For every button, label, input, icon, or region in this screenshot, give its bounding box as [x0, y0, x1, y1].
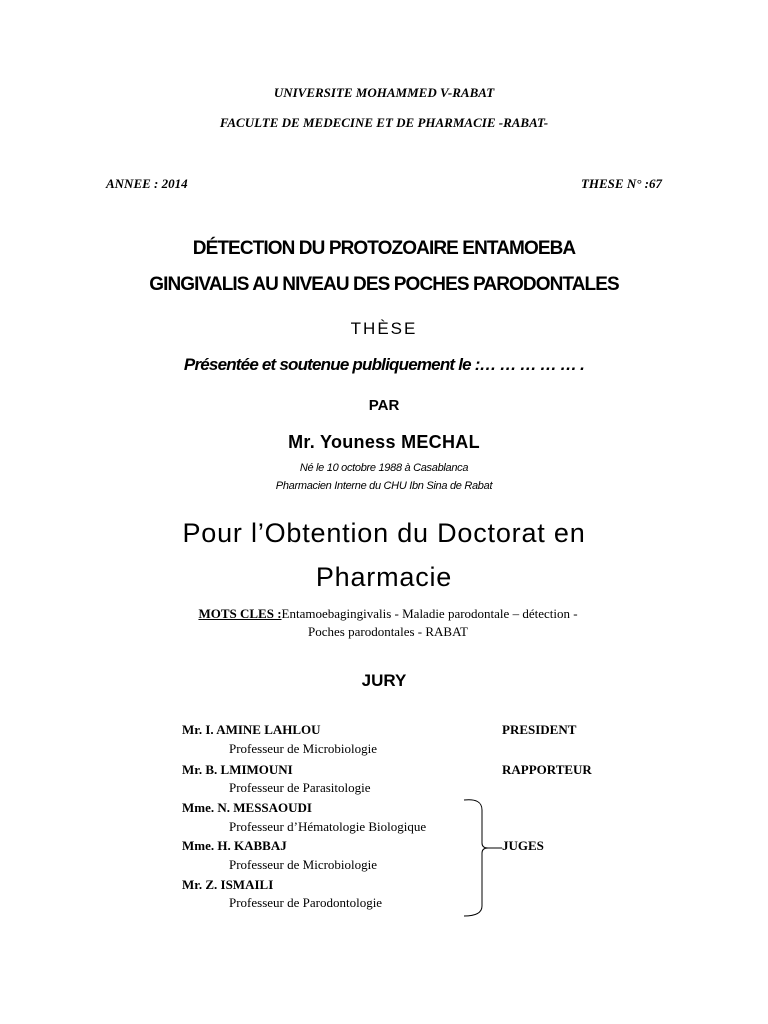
jury-member-title: Professeur d’Hématologie Biologique [229, 819, 427, 834]
keywords-text-1: Entamoebagingivalis - Maladie parodontale – détection - [281, 606, 578, 621]
par-label: PAR [368, 397, 400, 414]
keywords [178, 605, 598, 641]
jury-member-name: Mr. B. LMIMOUNI [182, 762, 293, 777]
faculty-name: FACULTE DE MEDECINE ET DE PHARMACIE -RABAT- [219, 115, 549, 130]
these-word: THÈSE [350, 319, 418, 338]
jury-heading: JURY [361, 671, 407, 690]
university-name: UNIVERSITE MOHAMMED V-RABAT [273, 85, 495, 100]
jury-member-title: Professeur de Microbiologie [229, 741, 378, 756]
jury-member-title: Professeur de Parasitologie [229, 780, 371, 795]
author-position: Pharmacien Interne du CHU Ibn Sina de Rabat [275, 480, 493, 492]
keywords-text-2: Poches parodontales - RABAT [308, 624, 468, 639]
thesis-title-line-1: DÉTECTION DU PROTOZOAIRE ENTAMOEBA [192, 238, 576, 259]
thesis-number: THESE N° :67 [580, 176, 662, 191]
obtention-line-2: Pharmacie [315, 562, 453, 592]
keywords-label: MOTS CLES : [198, 606, 282, 621]
jury-member-title: Professeur de Microbiologie [229, 857, 378, 872]
thesis-title-line-2: GINGIVALIS AU NIVEAU DES POCHES PARODONTALES [149, 274, 619, 295]
jury-member-name: Mme. N. MESSAOUDI [182, 800, 312, 815]
jury-member-name: Mr. I. AMINE LAHLOU [182, 722, 321, 737]
obtention-line-1: Pour l’Obtention du Doctorat en [182, 518, 586, 548]
jury-member-role: JUGES [502, 838, 544, 853]
juges-bracket [462, 798, 502, 918]
author-birth: Né le 10 octobre 1988 à Casablanca [299, 462, 469, 474]
year-label: ANNEE : 2014 [106, 176, 188, 191]
jury-member-title: Professeur de Parodontologie [229, 895, 383, 910]
jury-member-name: Mr. Z. ISMAILI [182, 877, 274, 892]
jury-member-name: Mme. H. KABBAJ [182, 838, 287, 853]
author-name: Mr. Youness MECHAL [288, 432, 480, 452]
jury-member-role: PRESIDENT [502, 722, 577, 737]
jury-member-role: RAPPORTEUR [502, 762, 592, 777]
presentation-line: Présentée et soutenue publiquement le :… … … … … . [183, 355, 585, 374]
